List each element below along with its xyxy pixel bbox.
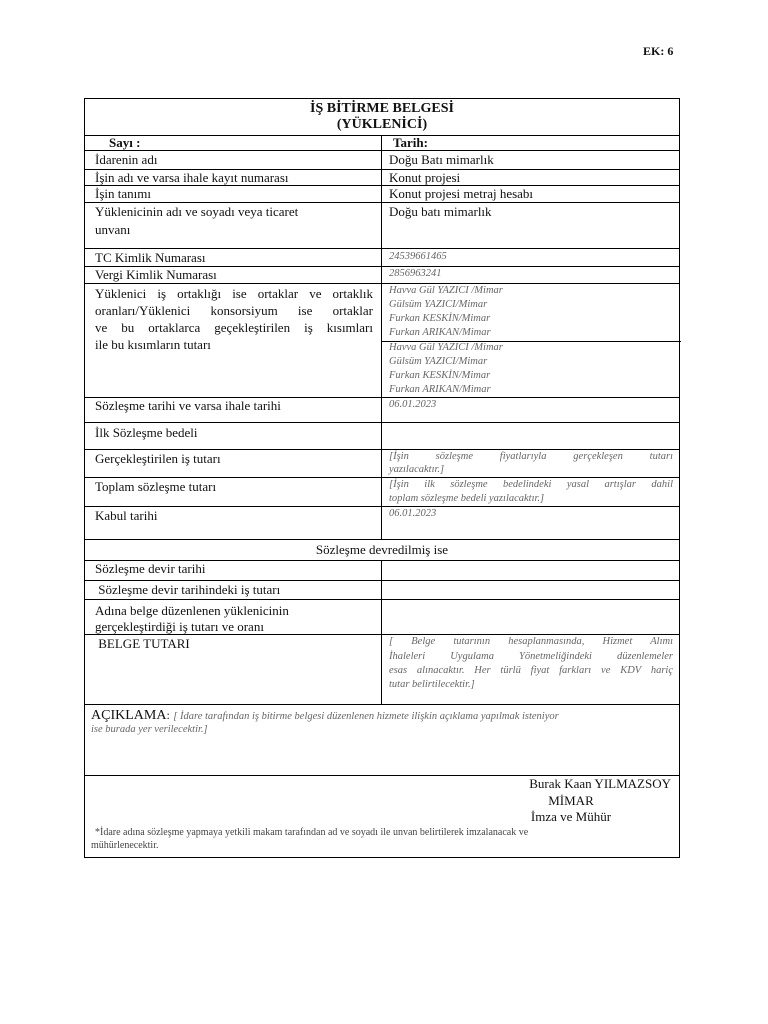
number-label: Sayı : bbox=[109, 135, 141, 150]
row-divider bbox=[85, 599, 679, 600]
partnership-label-cont: ile bu kısımların tutarı bbox=[95, 337, 211, 352]
row-divider bbox=[85, 150, 679, 151]
partner-list-item: Havva Gül YAZICI /Mimar bbox=[389, 342, 503, 353]
row-divider bbox=[85, 248, 679, 249]
explanation-block bbox=[91, 708, 559, 724]
work-definition-label: İşin tanımı bbox=[95, 186, 151, 201]
document-title: İŞ BİTİRME BELGESİ bbox=[310, 101, 454, 116]
partnership-label-cont: oranları/Yüklenici konsorsiyum ise ortaklar bbox=[95, 303, 373, 318]
acceptance-date-value: 06.01.2023 bbox=[389, 508, 437, 519]
work-definition-value: Konut projesi metraj hesabı bbox=[389, 186, 534, 201]
partner-list-item: Gülsüm YAZICI/Mimar bbox=[389, 356, 488, 367]
initial-contract-amount-label: İlk Sözleşme bedeli bbox=[95, 425, 198, 440]
contractor-name-label-cont: unvanı bbox=[95, 222, 131, 237]
partner-list-item: Furkan ARIKAN/Mimar bbox=[389, 384, 491, 395]
column-divider bbox=[381, 135, 382, 539]
row-divider bbox=[85, 422, 679, 423]
explanation-text: [ İdare tarafından iş bitirme belgesi düzenlenen hizmete ilişkin açıklama yapılmak isteniyor bbox=[173, 711, 559, 722]
signature-title: MİMAR bbox=[548, 793, 594, 808]
transfer-date-label: Sözleşme devir tarihi bbox=[95, 561, 206, 576]
work-name-label: İşin adı ve varsa ihale kayıt numarası bbox=[95, 170, 289, 185]
transfer-section-title: Sözleşme devredilmiş ise bbox=[315, 542, 449, 557]
administration-name-value: Doğu Batı mimarlık bbox=[389, 152, 494, 167]
row-divider bbox=[85, 506, 679, 507]
date-label: Tarih: bbox=[393, 135, 428, 150]
contractor-name-value: Doğu batı mimarlık bbox=[389, 204, 492, 219]
transfer-amount-label: Sözleşme devir tarihindeki iş tutarı bbox=[95, 582, 281, 597]
assignee-amount-label-cont: gerçekleştirdiği iş tutarı ve oranı bbox=[95, 619, 264, 634]
partnership-label-cont: ve bu ortaklarca geçekleştirilen iş kısımları bbox=[95, 320, 373, 335]
footnote: *İdare adına sözleşme yapmaya yetkili makam tarafından ad ve soyadı ile unvan belirtilerek imzalanacak ve bbox=[95, 827, 529, 838]
realized-amount-note-cont: yazılacaktır.] bbox=[389, 464, 445, 475]
signature-stamp-label: İmza ve Mühür bbox=[530, 809, 612, 824]
partner-list-item: Furkan ARIKAN/Mimar bbox=[389, 327, 491, 338]
row-divider bbox=[85, 704, 679, 705]
certificate-amount-note-cont: tutar belirtilecektir.] bbox=[389, 679, 475, 690]
annex-number: EK: 6 bbox=[643, 44, 674, 58]
total-contract-amount-note: [İşin ilk sözleşme bedelindeki yasal artışlar dahil bbox=[389, 479, 673, 490]
signature-name: Burak Kaan YILMAZSOY bbox=[529, 776, 671, 791]
certificate-amount-note-cont: İhaleleri Uygulama Yönetmeliğindeki düzenlemeler bbox=[389, 651, 673, 662]
partnership-label: Yüklenici iş ortaklığı ise ortaklar ve ortaklık bbox=[95, 286, 373, 301]
row-divider bbox=[85, 580, 679, 581]
total-contract-amount-note-cont: toplam sözleşme bedeli yazılacaktır.] bbox=[389, 493, 545, 504]
realized-amount-label: Gerçekleştirilen iş tutarı bbox=[95, 451, 221, 466]
tax-id-value: 2856963241 bbox=[389, 268, 442, 279]
row-divider bbox=[85, 202, 679, 203]
footnote-cont: mühürlenecektir. bbox=[91, 840, 159, 851]
administration-name-label: İdarenin adı bbox=[95, 152, 158, 167]
row-divider bbox=[85, 539, 679, 540]
tc-id-label: TC Kimlik Numarası bbox=[95, 250, 206, 265]
contract-date-value: 06.01.2023 bbox=[389, 399, 437, 410]
partner-list-item: Furkan KESKİN/Mimar bbox=[389, 370, 491, 381]
explanation-label: AÇIKLAMA bbox=[91, 708, 167, 723]
certificate-amount-note-cont: esas alınacaktır. Her türlü fiyat farkları ve KDV hariç bbox=[389, 665, 673, 676]
tax-id-label: Vergi Kimlik Numarası bbox=[95, 267, 217, 282]
contract-date-label: Sözleşme tarihi ve varsa ihale tarihi bbox=[95, 398, 281, 413]
total-contract-amount-label: Toplam sözleşme tutarı bbox=[95, 479, 217, 494]
row-divider bbox=[85, 185, 679, 186]
partner-list-item: Havva Gül YAZICI /Mimar bbox=[389, 285, 503, 296]
realized-amount-note: [İşin sözleşme fiyatlarıyla gerçekleşen tutarı bbox=[389, 451, 673, 462]
document-subtitle: (YÜKLENİCİ) bbox=[336, 117, 428, 132]
acceptance-date-label: Kabul tarihi bbox=[95, 508, 158, 523]
certificate-amount-note: [ Belge tutarının hesaplanmasında, Hizmet Alımı bbox=[389, 636, 673, 647]
certificate-amount-label: BELGE TUTARI bbox=[95, 636, 190, 651]
tc-id-value: 24539661465 bbox=[389, 251, 447, 262]
explanation-text-cont: ise burada yer verilecektir.] bbox=[91, 724, 208, 735]
completion-certificate-form bbox=[84, 98, 680, 858]
row-divider bbox=[85, 283, 679, 284]
explanation-colon: : bbox=[166, 708, 170, 722]
partner-list-item: Gülsüm YAZICI/Mimar bbox=[389, 299, 488, 310]
assignee-amount-label: Adına belge düzenlenen yüklenicinin bbox=[95, 603, 289, 618]
column-divider bbox=[381, 560, 382, 704]
row-divider bbox=[85, 135, 679, 136]
partner-list-item: Furkan KESKİN/Mimar bbox=[389, 313, 491, 324]
contractor-name-label: Yüklenicinin adı ve soyadı veya ticaret bbox=[95, 204, 299, 219]
work-name-value: Konut projesi bbox=[389, 170, 461, 185]
